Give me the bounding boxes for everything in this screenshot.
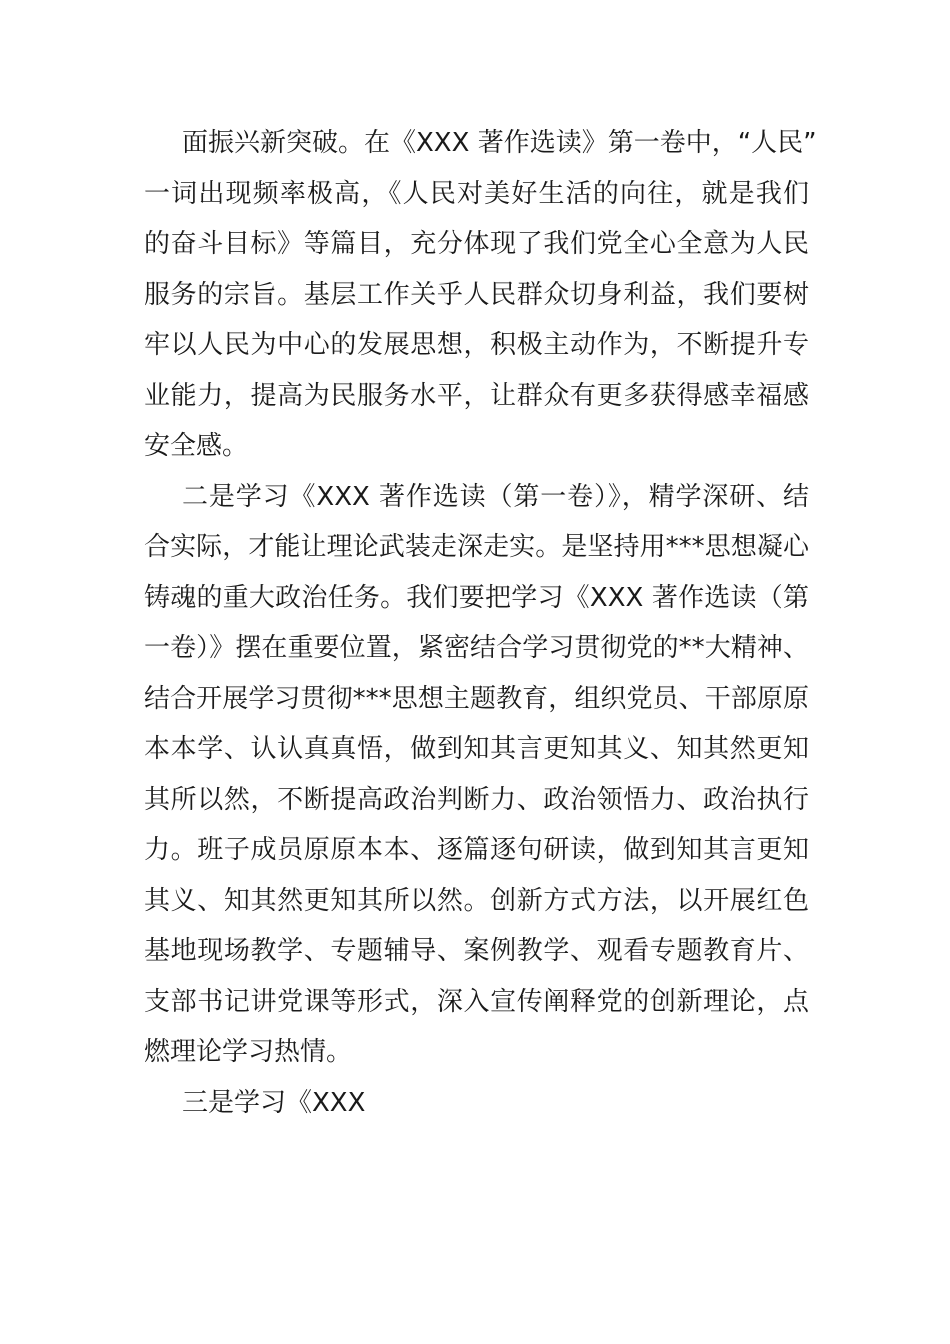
paragraph-1-line-3: 的奋斗目标》等篇目，充分体现了我们党全心全意为人民 [144, 229, 809, 259]
paragraph-1-line-1: 面振兴新突破。在《XXX 著作选读》第一卷中，“人民” [182, 128, 817, 158]
paragraph-2-line-5: 结合开展学习贯彻***思想主题教育，组织党员、干部原原 [144, 683, 809, 714]
paragraph-2-line-10: 基地现场教学、专题辅导、案例教学、观看专题教育片、 [144, 936, 809, 966]
paragraph-1-line-2: 一词出现频率极高，《人民对美好生活的向往，就是我们 [144, 178, 809, 209]
paragraph-1-line-5: 牢以人民为中心的发展思想，积极主动作为，不断提升专 [144, 330, 809, 360]
paragraph-2-line-8: 力。班子成员原原本本、逐篇逐句研读，做到知其言更知 [144, 835, 809, 865]
paragraph-2-line-9: 其义、知其然更知其所以然。创新方式方法，以开展红色 [144, 885, 809, 916]
paragraph-2-line-6: 本本学、认认真真悟，做到知其言更知其义、知其然更知 [144, 734, 809, 764]
paragraph-3-line-1: 三是学习《XXX [182, 1087, 366, 1118]
paragraph-2-line-3: 铸魂的重大政治任务。我们要把学习《XXX 著作选读（第 [144, 582, 809, 613]
paragraph-1-line-6: 业能力，提高为民服务水平，让群众有更多获得感幸福感 [144, 380, 809, 411]
paragraph-2-line-1: 二是学习《XXX 著作选读（第一卷）》，精学深研、结 [182, 481, 809, 512]
paragraph-1-line-7: 安全感。 [144, 431, 249, 461]
paragraph-2-line-4: 一卷）》摆在重要位置，紧密结合学习贯彻党的**大精神、 [144, 633, 809, 663]
paragraph-1-line-4: 服务的宗旨。基层工作关乎人民群众切身利益，我们要树 [144, 279, 809, 310]
document-body [144, 118, 817, 1128]
paragraph-2-line-2: 合实际，才能让理论武装走深走实。是坚持用***思想凝心 [144, 532, 809, 562]
paragraph-2-line-11: 支部书记讲党课等形式，深入宣传阐释党的创新理论，点 [144, 986, 809, 1017]
paragraph-2-line-7: 其所以然，不断提高政治判断力、政治领悟力、政治执行 [144, 784, 809, 815]
paragraph-2-line-12: 燃理论学习热情。 [144, 1037, 353, 1067]
